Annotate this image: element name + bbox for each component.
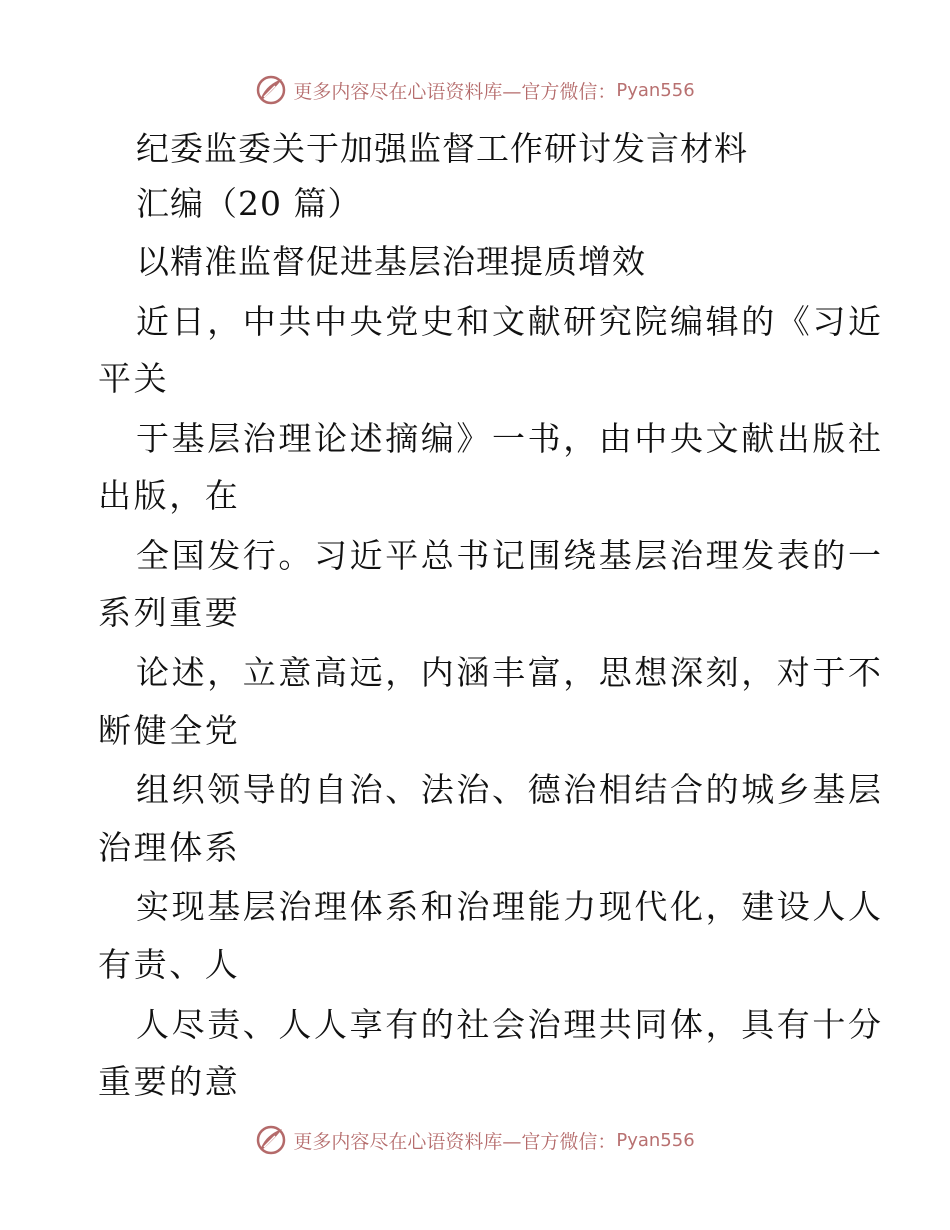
watermark-text: 更多内容尽在心语资料库—官方微信： — [293, 80, 617, 103]
paragraph-line: 全国发行。习近平总书记围绕基层治理发表的一 — [136, 536, 884, 575]
paragraph-line: 近日，中共中央党史和文献研究院编辑的《习近 — [136, 302, 884, 341]
paragraph-line: 实现基层治理体系和治理能力现代化，建设人人 — [136, 887, 884, 926]
subtitle-line: 以精准监督促进基层治理提质增效 — [136, 242, 646, 281]
footer-watermark — [0, 1120, 950, 1160]
header-watermark — [0, 70, 950, 110]
title-line-2: 汇编（20 篇） — [136, 184, 362, 223]
paragraph-line: 断健全党 — [98, 711, 241, 750]
paragraph-line: 重要的意 — [98, 1062, 241, 1101]
paragraph-line: 平关 — [98, 359, 170, 398]
paragraph-line: 人尽责、人人享有的社会治理共同体，具有十分 — [136, 1005, 884, 1044]
paragraph-line: 组织领导的自治、法治、德治相结合的城乡基层 — [136, 770, 884, 809]
pen-logo-icon — [255, 1124, 287, 1156]
paragraph-line: 治理体系 — [98, 828, 241, 867]
title-line-1: 纪委监委关于加强监督工作研讨发言材料 — [136, 129, 748, 168]
paragraph-line: 系列重要 — [98, 593, 241, 632]
paragraph-line: 论述，立意高远，内涵丰富，思想深刻，对于不 — [136, 653, 884, 692]
watermark-wechat-id: Pyan556 — [616, 79, 695, 101]
paragraph-line: 有责、人 — [98, 945, 241, 984]
pen-logo-icon — [255, 74, 287, 106]
paragraph-line: 出版，在 — [98, 476, 241, 515]
watermark-text: 更多内容尽在心语资料库—官方微信： — [293, 1130, 617, 1153]
watermark-wechat-id: Pyan556 — [616, 1129, 695, 1151]
paragraph-line: 于基层治理论述摘编》一书，由中央文献出版社 — [136, 419, 884, 458]
